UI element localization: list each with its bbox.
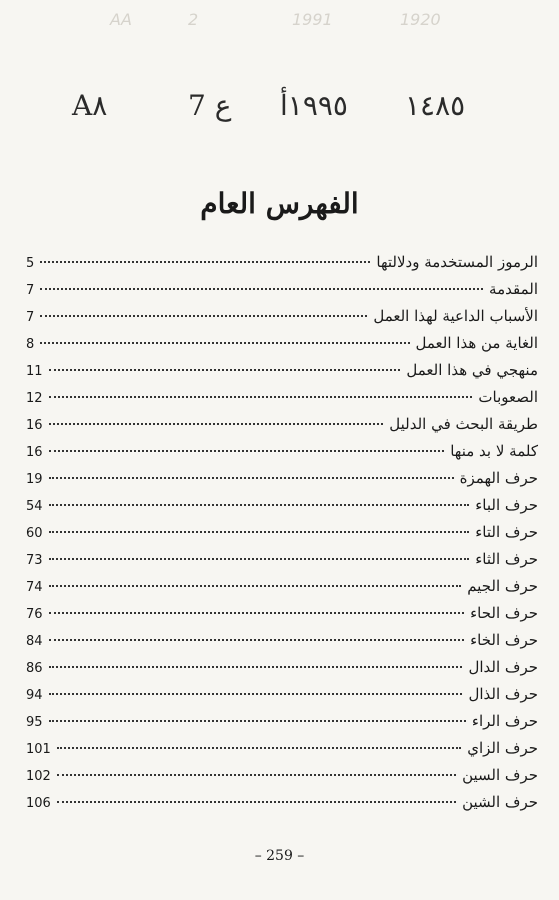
dot-leader <box>49 449 445 452</box>
toc-entry-page: 102 <box>26 769 51 784</box>
dot-leader <box>49 368 401 371</box>
toc-entry-page: 16 <box>26 445 43 460</box>
dot-leader <box>49 692 463 695</box>
toc-entry-label: حرف السين <box>462 766 538 784</box>
toc-entry <box>26 384 538 411</box>
toc-entry <box>26 789 538 816</box>
dot-leader <box>49 611 465 614</box>
toc-entry-page: 12 <box>26 391 43 406</box>
toc-entry-page: 94 <box>26 688 43 703</box>
handwritten-annotation: A٨ <box>72 89 108 122</box>
toc-entry <box>26 600 538 627</box>
faint-mark: 1920 <box>400 10 441 29</box>
toc-entry-page: 8 <box>26 337 35 352</box>
toc-entry <box>26 654 538 681</box>
toc-entry <box>26 357 538 384</box>
handwritten-annotation: ١٤٨٥ <box>405 89 466 122</box>
toc-entry-label: حرف الشين <box>462 793 538 811</box>
handwritten-annotation: ١٩٩٥أ <box>280 89 348 122</box>
dot-leader <box>49 557 470 560</box>
toc-entry-label: حرف الزاي <box>467 739 538 757</box>
toc-entry <box>26 573 538 600</box>
toc-entry-label: الغاية من هذا العمل <box>415 334 538 352</box>
faint-mark: AA <box>110 10 132 29</box>
dot-leader <box>49 476 454 479</box>
toc-entry-label: حرف الخاء <box>470 631 538 649</box>
dot-leader <box>49 395 473 398</box>
toc-entry-page: 73 <box>26 553 43 568</box>
faint-mark: 1991 <box>292 10 333 29</box>
toc-entry-page: 74 <box>26 580 43 595</box>
dot-leader <box>49 638 465 641</box>
toc-entry <box>26 627 538 654</box>
handwritten-annotation: ع 7 <box>188 89 232 122</box>
toc-entry-label: حرف الذال <box>468 685 538 703</box>
toc-entry-label: منهجي في هذا العمل <box>406 361 538 379</box>
toc-entry-page: 7 <box>26 310 35 325</box>
toc-entry-label: الرموز المستخدمة ودلالتها <box>376 253 538 271</box>
toc-entry-label: المقدمة <box>489 280 538 298</box>
toc-entry <box>26 762 538 789</box>
toc-entry <box>26 465 538 492</box>
toc-entry-label: حرف الحاء <box>470 604 538 622</box>
dot-leader <box>40 287 483 290</box>
dot-leader <box>49 719 466 722</box>
dot-leader <box>49 422 384 425</box>
toc-entry-page: 19 <box>26 472 43 487</box>
dot-leader <box>49 584 462 587</box>
toc-entry-label: كلمة لا بد منها <box>450 442 538 460</box>
toc-entry <box>26 735 538 762</box>
toc-entry-label: الأسباب الداعية لهذا العمل <box>373 307 538 325</box>
toc-entry-page: 95 <box>26 715 43 730</box>
dot-leader <box>49 530 470 533</box>
toc-entry <box>26 546 538 573</box>
toc-entry <box>26 438 538 465</box>
dot-leader <box>57 773 456 776</box>
toc-entry-page: 76 <box>26 607 43 622</box>
toc-entry-page: 11 <box>26 364 43 379</box>
toc-entry-label: حرف الراء <box>471 712 538 730</box>
toc-entry <box>26 708 538 735</box>
toc-entry <box>26 303 538 330</box>
toc-entry-page: 60 <box>26 526 43 541</box>
toc-entry-page: 7 <box>26 283 35 298</box>
dot-leader <box>49 665 463 668</box>
faint-mark: 2 <box>188 10 199 29</box>
toc-entry <box>26 492 538 519</box>
page-title: الفهرس العام <box>200 186 359 220</box>
dot-leader <box>40 341 409 344</box>
toc-entry-page: 84 <box>26 634 43 649</box>
toc-entry-label: طريقة البحث في الدليل <box>389 415 538 433</box>
toc-entry-page: 86 <box>26 661 43 676</box>
toc-entry <box>26 249 538 276</box>
toc-entry-page: 16 <box>26 418 43 433</box>
toc-entry <box>26 519 538 546</box>
dot-leader <box>57 800 456 803</box>
dot-leader <box>40 260 370 263</box>
toc-entry-page: 5 <box>26 256 35 271</box>
dot-leader <box>40 314 367 317</box>
toc-entry-label: حرف الدال <box>468 658 538 676</box>
dot-leader <box>49 503 470 506</box>
toc-entry-page: 54 <box>26 499 43 514</box>
dot-leader <box>57 746 461 749</box>
toc-entry-label: الصعوبات <box>478 388 538 406</box>
toc-entry <box>26 681 538 708</box>
toc-entry-label: حرف الجيم <box>467 577 538 595</box>
table-of-contents <box>26 249 538 816</box>
toc-entry <box>26 411 538 438</box>
toc-entry-label: حرف الباء <box>475 496 538 514</box>
toc-entry <box>26 330 538 357</box>
page-number: – 259 – <box>254 848 305 864</box>
toc-entry-label: حرف الثاء <box>475 550 538 568</box>
toc-entry-page: 106 <box>26 796 51 811</box>
toc-entry-page: 101 <box>26 742 51 757</box>
toc-entry-label: حرف التاء <box>475 523 538 541</box>
toc-entry <box>26 276 538 303</box>
toc-entry-label: حرف الهمزة <box>459 469 538 487</box>
